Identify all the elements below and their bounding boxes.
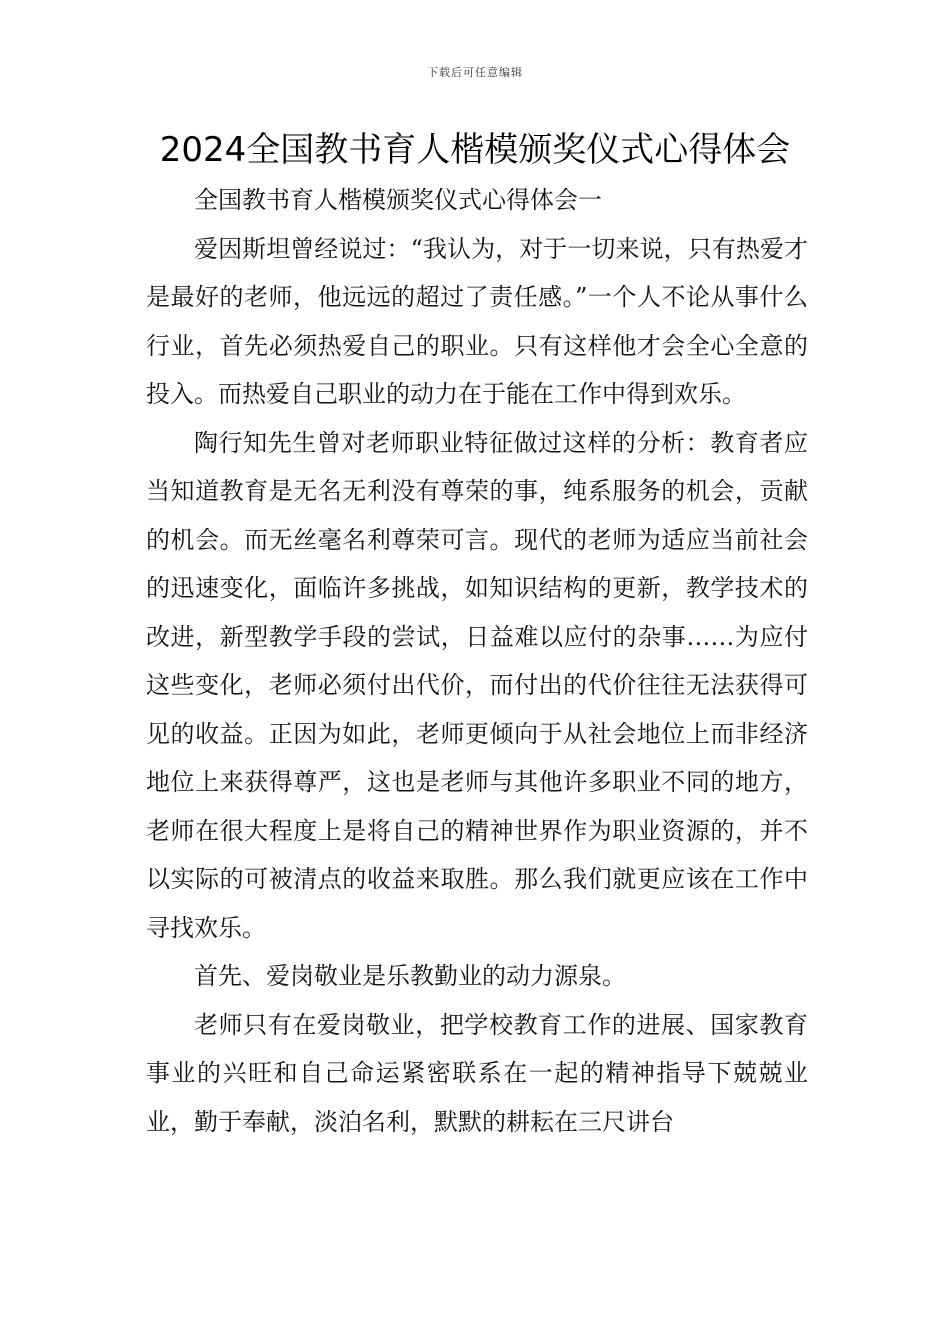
body-paragraph: 老师只有在爱岗敬业，把学校教育工作的进展、国家教育事业的兴旺和自己命运紧密联系在一起的精神指导下兢兢业业，勤于奉献，淡泊名利，默默的耕耘在三尺讲台 [146,1010,808,1136]
page-header: 下载后可任意编辑 [427,66,523,79]
document-body [146,176,808,1146]
document-title: 2024全国教书育人楷模颁奖仪式心得体会 [159,130,791,170]
body-paragraph: 爱因斯坦曾经说过：“我认为，对于一切来说，只有热爱才是最好的老师，他远远的超过了责任感。”一个人不论从事什么行业，首先必须热爱自己的职业。只有这样他才会全心全意的投入。而热爱自己职业的动力在于能在工作中得到欢乐。 [146,234,808,408]
subtitle-paragraph: 全国教书育人楷模颁奖仪式心得体会一 [194,186,602,214]
body-paragraph: 首先、爱岗敬业是乐教勤业的动力源泉。 [194,962,626,990]
body-paragraph: 陶行知先生曾对老师职业特征做过这样的分析：教育者应当知道教育是无名无利没有尊荣的事，纯系服务的机会，贡献的机会。而无丝毫名利尊荣可言。现代的老师为适应当前社会的迅速变化，面临许多挑战，如知识结构的更新，教学技术的改进，新型教学手段的尝试，日益难以应付的杂事……为应付这些变化，老师必须付出代价，而付出的代价往往无法获得可见的收益。正因为如此，老师更倾向于从社会地位上而非经济地位上来获得尊严，这也是老师与其他许多职业不同的地方，老师在很大程度上是将自己的精神世界作为职业资源的，并不以实际的可被清点的收益来取胜。那么我们就更应该在工作中寻找欢乐。 [146,428,808,942]
